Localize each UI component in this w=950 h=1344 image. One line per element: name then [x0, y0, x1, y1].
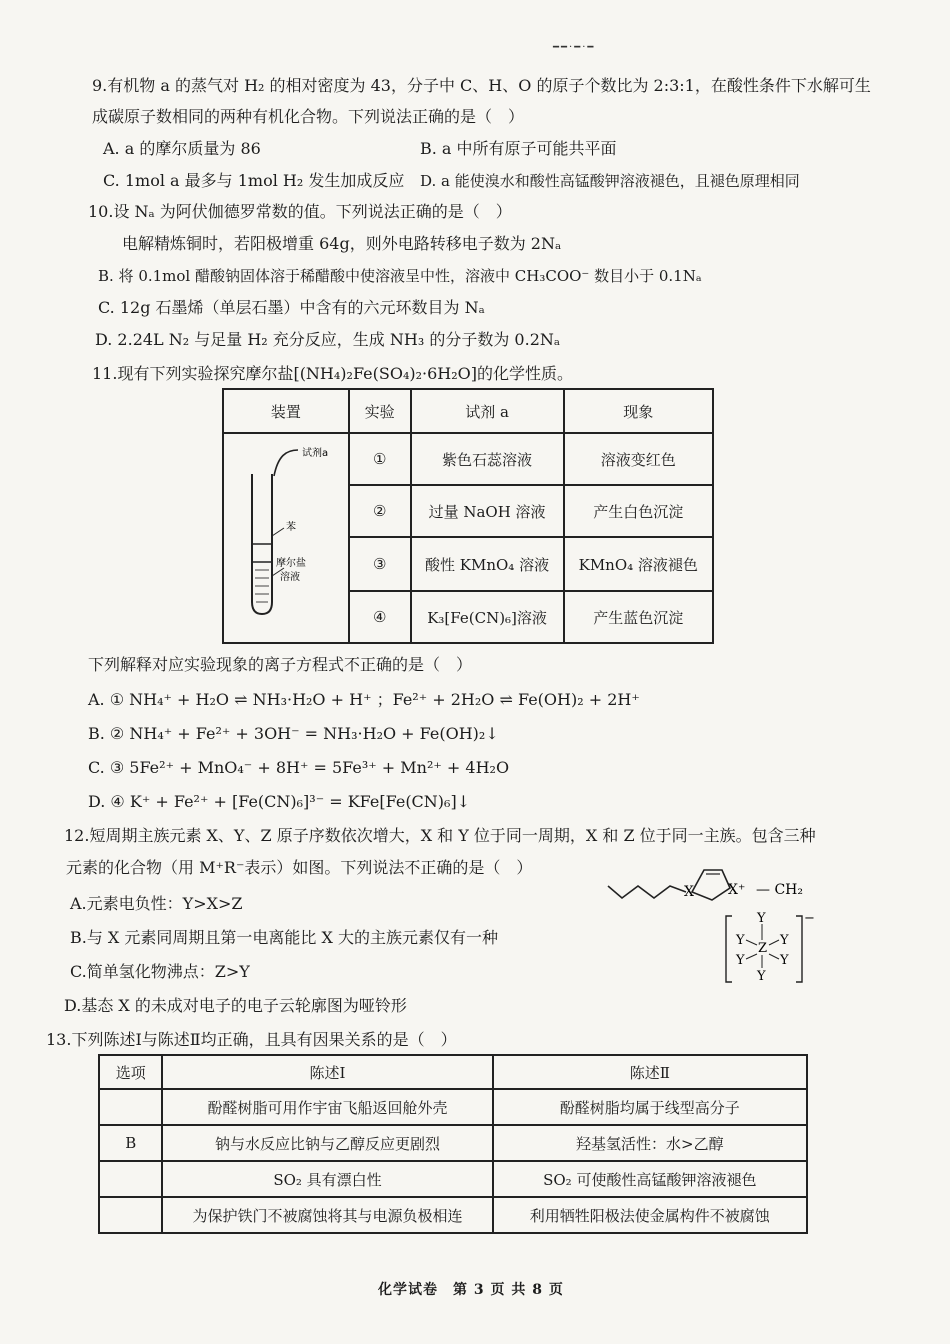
q13-header-statement2: 陈述Ⅱ [493, 1055, 807, 1089]
q10-option-d: D. 2.24L N₂ 与足量 H₂ 充分反应，生成 NH₃ 的分子数为 0.2Nₐ [95, 330, 561, 349]
q11-stem: 11.现有下列实验探究摩尔盐[(NH₄)₂Fe(SO₄)₂·6H₂O]的化学性质。 [92, 364, 574, 383]
q13-row4-statement2: 利用牺牲阳极法使金属构件不被腐蚀 [493, 1197, 807, 1233]
q9-option-b: B. a 中所有原子可能共平面 [420, 139, 617, 158]
atom-y-lower-right: Y [780, 953, 789, 968]
q10-option-b: B. 将 0.1mol 醋酸钠固体溶于稀醋酸中使溶液呈中性，溶液中 CH₃COO⁻ 数目小于 0.1Nₐ [98, 267, 702, 285]
q11-row3-experiment: ③ [349, 537, 411, 591]
anion-charge: − [804, 911, 815, 926]
q13-stem: 13.下列陈述Ⅰ与陈述Ⅱ均正确，且具有因果关系的是（ ） [46, 1030, 457, 1049]
q13-row1-statement2: 酚醛树脂均属于线型高分子 [493, 1089, 807, 1125]
q12-option-c: C.简单氢化物沸点：Z>Y [70, 962, 250, 981]
q9-option-a: A. a 的摩尔质量为 86 [103, 139, 261, 158]
q13-row3-statement2: SO₂ 可使酸性高锰酸钾溶液褪色 [493, 1161, 807, 1197]
solution-hatching [255, 570, 269, 602]
benzene-pointer [272, 528, 284, 536]
q9-stem-line2: 成碳原子数相同的两种有机化合物。下列说法正确的是（ ） [92, 107, 525, 126]
q11-option-a: A. ① NH₄⁺ + H₂O ⇌ NH₃·H₂O + H⁺ ；Fe²⁺ + 2H₂O ⇌ Fe(OH)₂ + 2H⁺ [88, 690, 640, 709]
q13-row1-option [99, 1089, 162, 1125]
q11-row2-experiment: ② [349, 485, 411, 537]
atom-z-center: Z [758, 941, 768, 956]
bracket-left [726, 916, 732, 982]
atom-x-left: X [684, 884, 694, 900]
atom-y-lower-left: Y [736, 953, 745, 968]
q13-row2-option: B [99, 1125, 162, 1161]
label-reagent-a: 试剂a [301, 448, 329, 459]
q9-option-d: D. a 能使溴水和酸性高锰酸钾溶液褪色，且褪色原理相同 [420, 172, 800, 190]
page-footer: 化学试卷 第 3 页 共 8 页 [378, 1282, 564, 1298]
q11-header-reagent: 试剂 a [411, 389, 564, 433]
q10-option-c: C. 12g 石墨烯（单层石墨）中含有的六元环数目为 Nₐ [98, 298, 485, 317]
q9-stem-line1: 9.有机物 a 的蒸气对 H₂ 的相对密度为 43，分子中 C、H、O 的原子个数比为 2:3:1，在酸性条件下水解可生 [92, 76, 871, 95]
q13-row4-statement1: 为保护铁门不被腐蚀将其与电源负极相连 [162, 1197, 492, 1233]
q11-row1-experiment: ① [349, 433, 411, 485]
atom-y-left: Y [736, 933, 745, 948]
q13-row4-option [99, 1197, 162, 1233]
atom-y-top: Y [757, 911, 766, 926]
label-mohr-salt: 摩尔盐 [275, 558, 306, 569]
q11-option-b: B. ② NH₄⁺ + Fe²⁺ + 3OH⁻ = NH₃·H₂O + Fe(OH)₂↓ [88, 724, 499, 743]
q12-structure-diagram [600, 858, 840, 988]
q11-option-d: D. ④ K⁺ + Fe²⁺ + [Fe(CN)₆]³⁻ = KFe[Fe(CN)₆]↓ [88, 792, 471, 811]
test-tube-diagram [226, 436, 346, 636]
q13-row3-option [99, 1161, 162, 1197]
q13-header-option: 选项 [99, 1055, 162, 1089]
q11-row1-reagent: 紫色石蕊溶液 [411, 433, 564, 485]
q12-stem-line2: 元素的化合物（用 M⁺R⁻表示）如图。下列说法不正确的是（ ） [66, 858, 533, 877]
q11-table [222, 388, 714, 644]
q11-apparatus-cell [223, 433, 349, 643]
q13-header-statement1: 陈述Ⅰ [162, 1055, 492, 1089]
q11-option-c: C. ③ 5Fe²⁺ + MnO₄⁻ + 8H⁺ = 5Fe³⁺ + Mn²⁺ + 4H₂O [88, 758, 510, 777]
q13-row2-statement2: 羟基氢活性：水>乙醇 [493, 1125, 807, 1161]
atom-x-plus: X⁺ [728, 882, 746, 898]
q13-row2-statement1: 钠与水反应比钠与乙醇反应更剧烈 [162, 1125, 492, 1161]
q11-header-apparatus: 装置 [223, 389, 349, 433]
q11-row3-reagent: 酸性 KMnO₄ 溶液 [411, 537, 564, 591]
dropper-tube [274, 450, 298, 476]
q13-row1-statement1: 酚醛树脂可用作宇宙飞船返回舱外壳 [162, 1089, 492, 1125]
q10-option-a: 电解精炼铜时，若阳极增重 64g，则外电路转移电子数为 2Nₐ [122, 234, 562, 253]
q12-option-a: A.元素电负性：Y>X>Z [70, 894, 243, 913]
q12-option-b: B.与 X 元素同周期且第一电离能比 X 大的主族元素仅有一种 [70, 928, 498, 947]
methyl-group: — CH₂ [756, 882, 803, 898]
q11-header-experiment: 实验 [349, 389, 411, 433]
label-benzene: 苯 [285, 522, 296, 533]
q11-row2-reagent: 过量 NaOH 溶液 [411, 485, 564, 537]
q10-stem: 10.设 Nₐ 为阿伏伽德罗常数的值。下列说法正确的是（ ） [88, 202, 512, 221]
label-solution: 溶液 [279, 572, 300, 583]
atom-y-bottom: Y [757, 969, 766, 984]
q11-row4-phenomenon: 产生蓝色沉淀 [564, 591, 713, 643]
q9-option-c: C. 1mol a 最多与 1mol H₂ 发生加成反应 [103, 171, 405, 190]
atom-y-right: Y [780, 933, 789, 948]
q13-row3-statement1: SO₂ 具有漂白性 [162, 1161, 492, 1197]
q11-row1-phenomenon: 溶液变红色 [564, 433, 713, 485]
q12-option-d: D.基态 X 的未成对电子的电子云轮廓图为哑铃形 [64, 996, 407, 1015]
q12-stem-line1: 12.短周期主族元素 X、Y、Z 原子序数依次增大，X 和 Y 位于同一周期，X 和 Z 位于同一主族。包含三种 [64, 826, 816, 845]
q11-row2-phenomenon: 产生白色沉淀 [564, 485, 713, 537]
q11-row3-phenomenon: KMnO₄ 溶液褪色 [564, 537, 713, 591]
q11-question: 下列解释对应实验现象的离子方程式不正确的是（ ） [88, 655, 473, 674]
q11-header-phenomenon: 现象 [564, 389, 713, 433]
butyl-chain [608, 886, 686, 898]
header-mark: ━━·━·━ [553, 42, 596, 53]
q11-row4-experiment: ④ [349, 591, 411, 643]
bracket-right [796, 916, 802, 982]
q11-row4-reagent: K₃[Fe(CN)₆]溶液 [411, 591, 564, 643]
q13-table [98, 1054, 808, 1234]
